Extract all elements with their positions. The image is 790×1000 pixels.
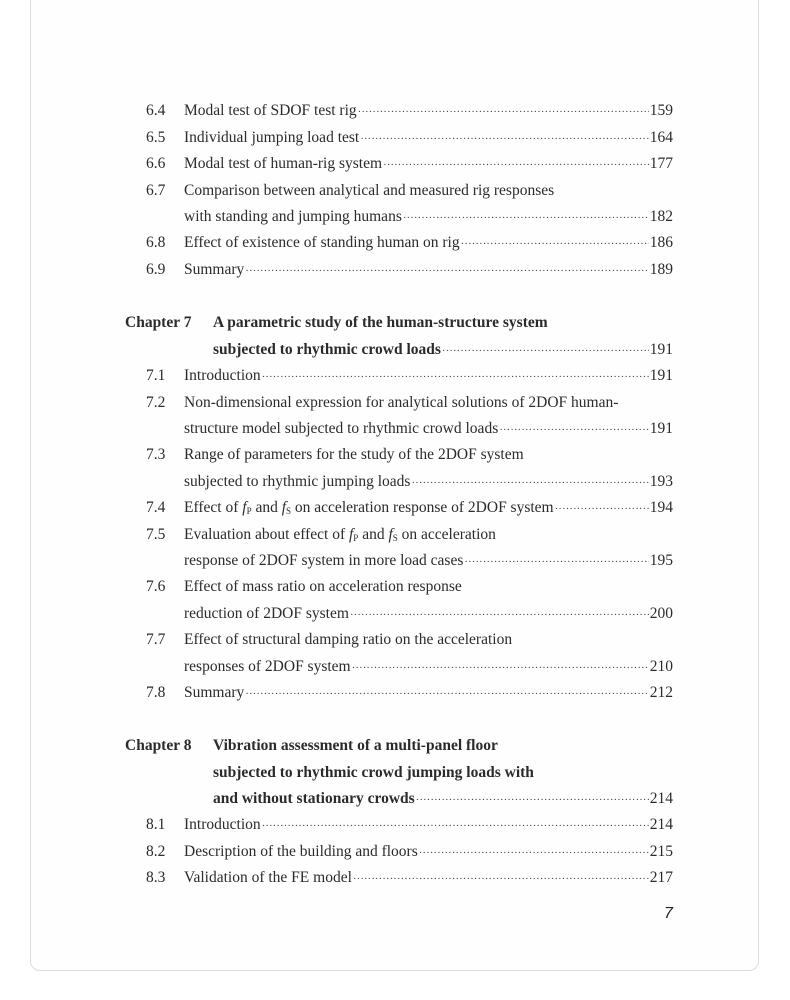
- toc-entry-7-5[interactable]: [0, 522, 790, 548]
- toc-entry-6-7[interactable]: [0, 178, 790, 204]
- section-number: 7.7: [146, 631, 166, 648]
- toc-entry-6-4[interactable]: [0, 98, 790, 124]
- chapter-title-cont: subjected to rhythmic crowd loads: [213, 341, 441, 358]
- math-symbol: $f_P$: [348, 526, 359, 543]
- leader-dots: [360, 125, 649, 152]
- leader-dots: [353, 865, 649, 892]
- section-number: 7.8: [146, 684, 166, 701]
- section-title: Effect of structural damping ratio on the acceleration: [184, 631, 513, 648]
- toc-entry-7-2-cont[interactable]: [0, 416, 790, 442]
- page-ref: 189: [649, 261, 673, 278]
- section-title-cont: reduction of 2DOF system: [184, 605, 349, 622]
- section-number: 6.6: [146, 155, 166, 172]
- leader-dots: [461, 230, 649, 257]
- page-ref: 164: [649, 129, 673, 146]
- chapter-title-cont: subjected to rhythmic crowd jumping loads with: [213, 764, 534, 781]
- section-number: 6.4: [146, 102, 166, 119]
- page-ref: 195: [649, 552, 673, 569]
- leader-dots: [358, 98, 649, 125]
- leader-dots: [350, 601, 649, 628]
- toc-entry-7-2[interactable]: [0, 390, 790, 416]
- section-title: Introduction: [184, 816, 261, 833]
- section-title-cont: with standing and jumping humans: [184, 208, 402, 225]
- leader-dots: [411, 469, 648, 496]
- toc-entry-6-9[interactable]: [0, 257, 790, 283]
- section-number: 6.5: [146, 129, 166, 146]
- page-number: 7: [664, 905, 673, 922]
- math-symbol: $f_S$: [388, 526, 398, 543]
- section-number: 6.9: [146, 261, 166, 278]
- leader-dots: [245, 257, 648, 284]
- section-number: 8.1: [146, 816, 166, 833]
- section-title: Individual jumping load test: [184, 129, 360, 146]
- toc-entry-8-2[interactable]: [0, 839, 790, 865]
- leader-dots: [245, 680, 648, 707]
- toc-entry-7-1[interactable]: [0, 363, 790, 389]
- section-title-cont: response of 2DOF system in more load cases: [184, 552, 464, 569]
- leader-dots: [262, 812, 649, 839]
- toc-entry-7-6[interactable]: [0, 574, 790, 600]
- section-number: 8.3: [146, 869, 166, 886]
- section-number: 7.4: [146, 499, 166, 516]
- page-ref: 212: [649, 684, 673, 701]
- section-title: Non-dimensional expression for analytical solutions of 2DOF human-: [184, 394, 619, 411]
- section-title-cont: responses of 2DOF system: [184, 658, 351, 675]
- section-number: 8.2: [146, 843, 166, 860]
- leader-dots: [499, 416, 649, 443]
- page-ref: 214: [649, 816, 673, 833]
- toc-entry-7-6-cont[interactable]: [0, 601, 790, 627]
- section-title: Range of parameters for the study of the 2DOF system: [184, 446, 524, 463]
- toc-entry-7-3[interactable]: [0, 442, 790, 468]
- chapter-title: A parametric study of the human-structure system: [213, 314, 548, 331]
- section-title: Modal test of human-rig system: [184, 155, 383, 172]
- leader-dots: [464, 548, 648, 575]
- toc-chapter-8-cont-1[interactable]: [0, 760, 790, 786]
- section-title: Evaluation about effect of $f_P$ and $f_S$ on acceleration: [184, 526, 496, 543]
- section-title: Summary: [184, 684, 245, 701]
- math-symbol: $f_P$: [242, 499, 252, 516]
- section-title: Effect of existence of standing human on rig: [184, 234, 460, 251]
- page-ref: 159: [649, 102, 673, 119]
- page-ref: 193: [649, 473, 673, 490]
- leader-dots: [403, 204, 649, 231]
- toc-entry-7-7[interactable]: [0, 627, 790, 653]
- chapter-title-cont: and without stationary crowds: [213, 790, 415, 807]
- section-title: Summary: [184, 261, 245, 278]
- page-ref: 200: [649, 605, 673, 622]
- leader-dots: [383, 151, 649, 178]
- toc-chapter-7[interactable]: [0, 310, 790, 336]
- section-title: Comparison between analytical and measured rig responses: [184, 182, 555, 199]
- page-ref: 214: [649, 790, 673, 807]
- section-title-cont: subjected to rhythmic jumping loads: [184, 473, 411, 490]
- toc-entry-8-1[interactable]: [0, 812, 790, 838]
- page-ref: 177: [649, 155, 673, 172]
- toc-entry-6-6[interactable]: [0, 151, 790, 177]
- page-ref: 215: [649, 843, 673, 860]
- toc-entry-7-7-cont[interactable]: [0, 654, 790, 680]
- section-number: 7.1: [146, 367, 166, 384]
- section-title-cont: structure model subjected to rhythmic crowd loads: [184, 420, 499, 437]
- page-ref: 194: [649, 499, 673, 516]
- page-ref: 191: [649, 420, 673, 437]
- section-title: Description of the building and floors: [184, 843, 418, 860]
- section-number: 6.7: [146, 182, 166, 199]
- section-title: Introduction: [184, 367, 261, 384]
- section-number: 7.2: [146, 394, 166, 411]
- section-title: Effect of $f_P$ and $f_S$ on acceleration response of 2DOF system: [184, 499, 554, 516]
- section-title: Validation of the FE model: [184, 869, 352, 886]
- chapter-title: Vibration assessment of a multi-panel floor: [213, 737, 498, 754]
- toc-entry-6-5[interactable]: [0, 125, 790, 151]
- chapter-label: Chapter 8: [125, 737, 192, 754]
- leader-dots: [419, 839, 649, 866]
- section-number: 7.5: [146, 526, 166, 543]
- page-ref: 182: [649, 208, 673, 225]
- leader-dots: [555, 495, 649, 522]
- leader-dots: [262, 363, 649, 390]
- math-symbol: $f_S$: [281, 499, 292, 516]
- toc-entry-6-7-cont[interactable]: [0, 204, 790, 230]
- section-number: 7.3: [146, 446, 166, 463]
- chapter-label: Chapter 7: [125, 314, 192, 331]
- section-title: Modal test of SDOF test rig: [184, 102, 357, 119]
- toc-chapter-7-cont[interactable]: [0, 337, 790, 363]
- section-title: Effect of mass ratio on acceleration response: [184, 578, 462, 595]
- toc-chapter-8[interactable]: [0, 733, 790, 759]
- toc-entry-6-8[interactable]: [0, 230, 790, 256]
- leader-dots: [442, 337, 649, 364]
- toc-entry-8-3[interactable]: [0, 865, 790, 891]
- leader-dots: [352, 654, 649, 681]
- page-ref: 191: [649, 341, 673, 358]
- toc-entry-7-5-cont[interactable]: [0, 548, 790, 574]
- toc-chapter-8-cont-2[interactable]: [0, 786, 790, 812]
- leader-dots: [416, 786, 649, 813]
- page-ref: 186: [649, 234, 673, 251]
- page-ref: 217: [649, 869, 673, 886]
- page-ref: 210: [649, 658, 673, 675]
- toc-entry-7-8[interactable]: [0, 680, 790, 706]
- section-number: 7.6: [146, 578, 166, 595]
- page-ref: 191: [649, 367, 673, 384]
- toc-entry-7-3-cont[interactable]: [0, 469, 790, 495]
- toc-entry-7-4[interactable]: [0, 495, 790, 521]
- section-number: 6.8: [146, 234, 166, 251]
